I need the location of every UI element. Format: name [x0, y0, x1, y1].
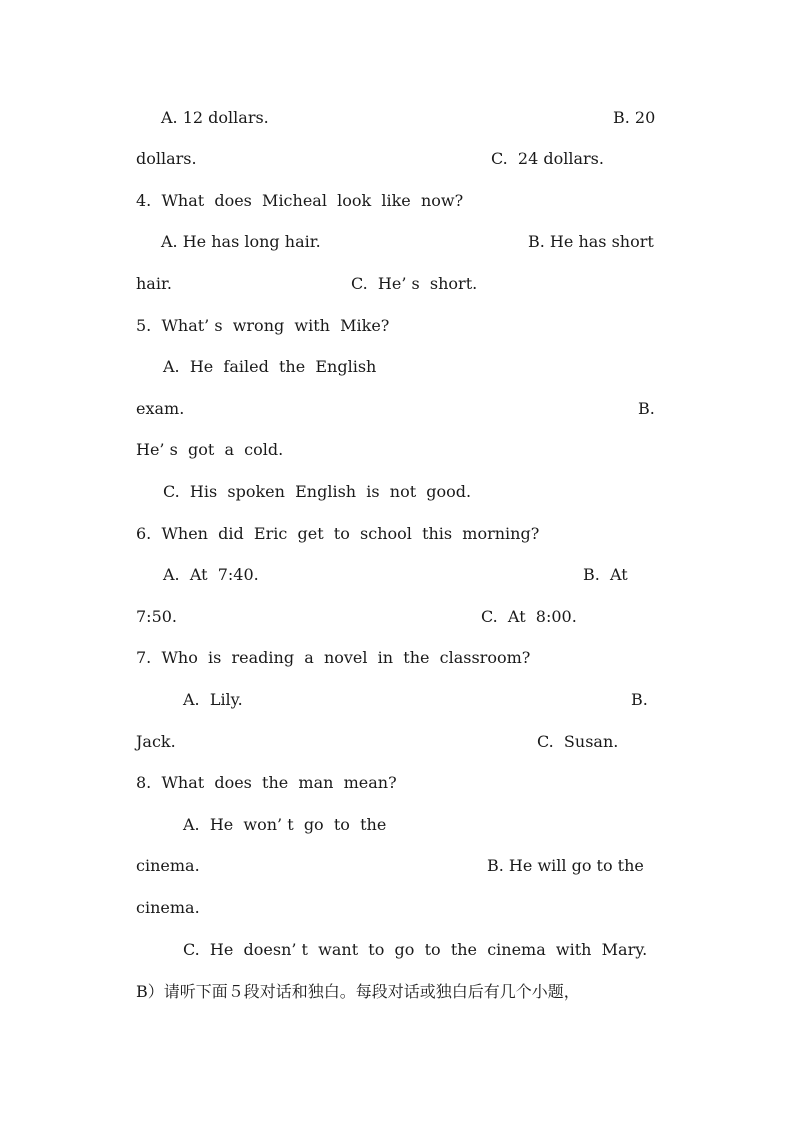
q5-option-a: A. He failed the English: [163, 357, 377, 376]
q7-question: 7. Who is reading a novel in the classroom?: [136, 648, 531, 667]
q7-option-c: C. Susan.: [537, 732, 619, 751]
q8-question: 8. What does the man mean?: [136, 773, 397, 792]
q4-option-c: C. He’ s short.: [351, 274, 478, 293]
q5-option-b: B.: [638, 399, 655, 418]
q6-option-b: B. At: [583, 565, 628, 584]
q4-question: 4. What does Micheal look like now?: [136, 191, 464, 210]
q6-option-a: A. At 7:40.: [163, 565, 259, 584]
q6-option-b-continued: 7:50.: [136, 607, 178, 626]
q8-option-c: C. He doesn’ t want to go to the cinema with Mary.: [183, 940, 648, 959]
q5-question: 5. What’ s wrong with Mike?: [136, 316, 390, 335]
q5-option-b-continued: He’ s got a cold.: [136, 440, 284, 459]
q3-option-c: C. 24 dollars.: [491, 149, 604, 168]
q6-option-c: C. At 8:00.: [481, 607, 577, 626]
q5-option-c: C. His spoken English is not good.: [163, 482, 472, 501]
q3-option-b: B. 20: [613, 108, 656, 127]
q8-option-b: B. He will go to the: [487, 856, 644, 875]
q7-option-a: A. Lily.: [183, 690, 243, 709]
q7-option-b: B.: [631, 690, 648, 709]
q8-option-a: A. He won’ t go to the: [183, 815, 387, 834]
q3-option-b-continued: dollars.: [136, 149, 197, 168]
q6-question: 6. When did Eric get to school this morning?: [136, 524, 540, 543]
section-b-instruction: B）请听下面５段对话和独白。每段对话或独白后有几个小题，: [136, 982, 580, 1001]
q5-option-a-continued: exam.: [136, 399, 185, 418]
q3-option-a: A. 12 dollars.: [161, 108, 269, 127]
q4-option-b: B. He has short: [528, 232, 654, 251]
q4-option-a: A. He has long hair.: [161, 232, 321, 251]
q7-option-b-continued: Jack.: [136, 732, 176, 751]
q4-option-b-continued: hair.: [136, 274, 172, 293]
q8-option-a-continued: cinema.: [136, 856, 200, 875]
q8-option-b-continued: cinema.: [136, 898, 200, 917]
